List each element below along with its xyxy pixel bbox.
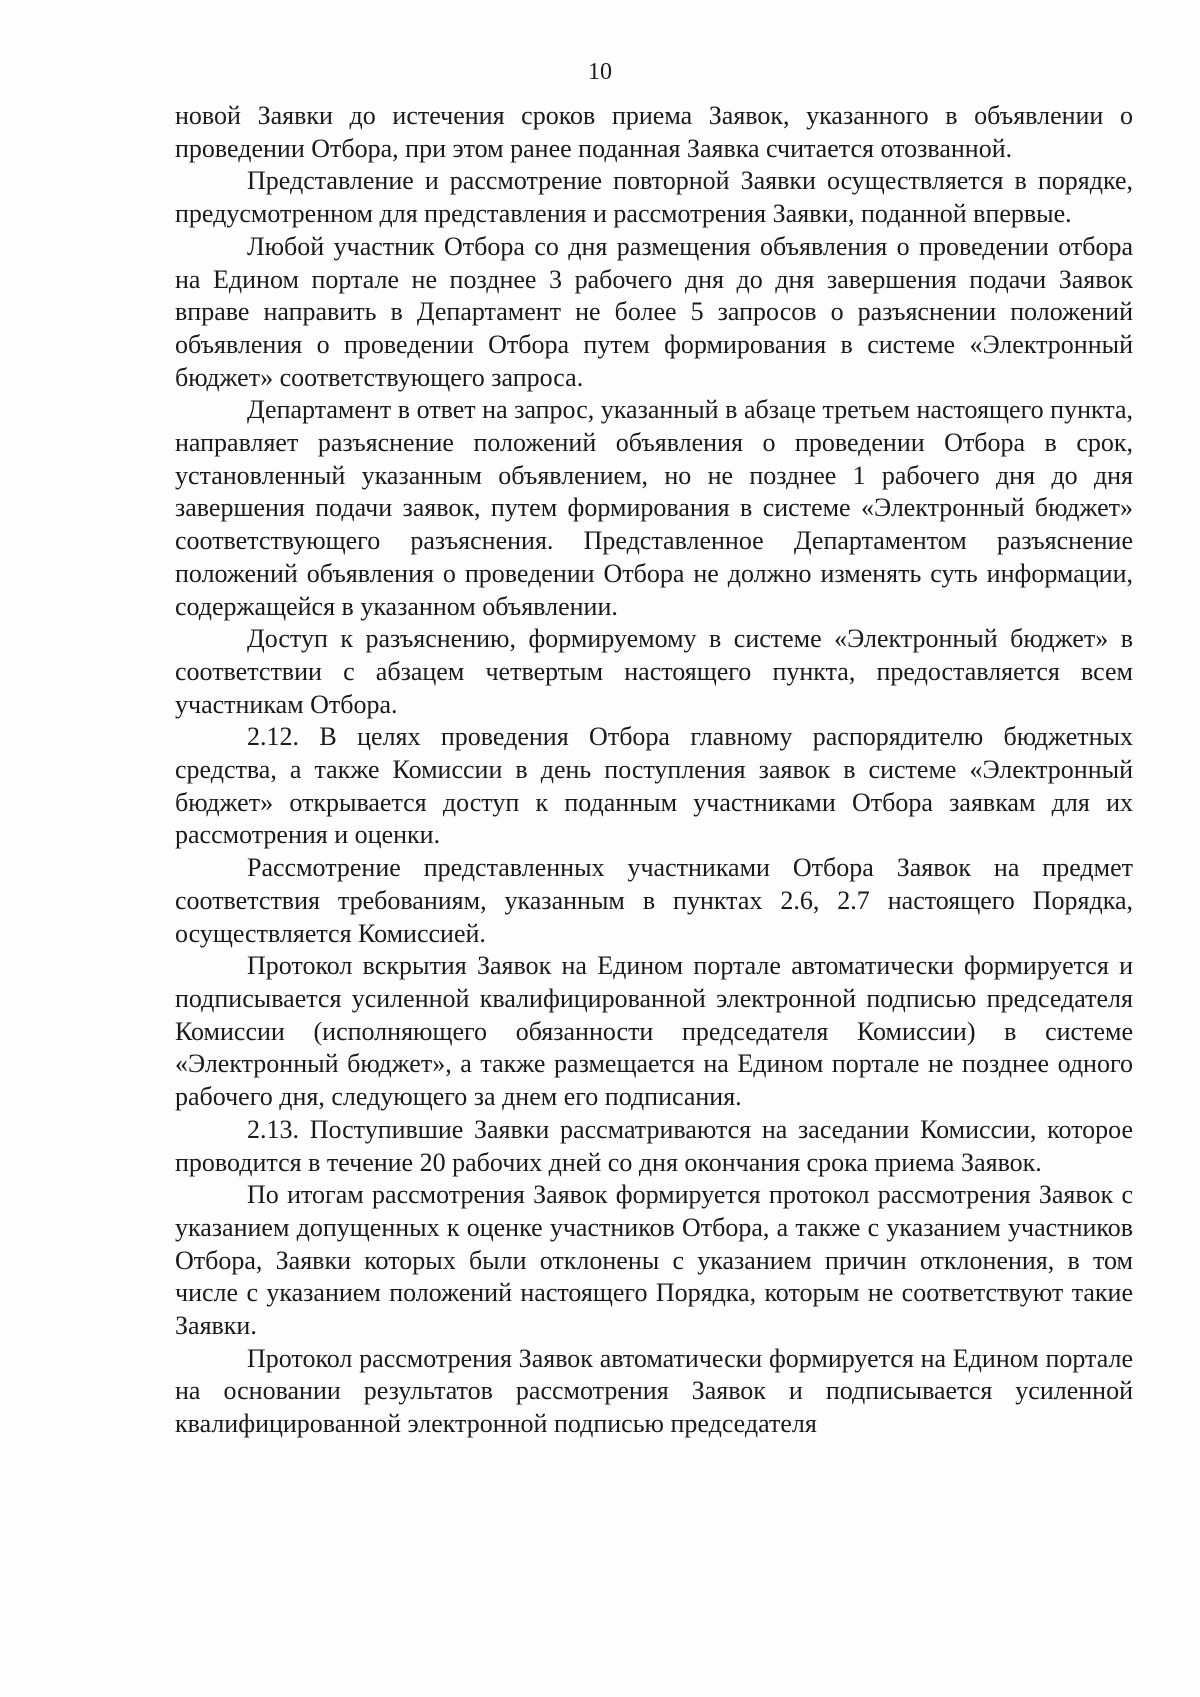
paragraph: По итогам рассмотрения Заявок формируется протокол рассмотрения Заявок с указанием допущенных к оценке участников Отбора, а также с указанием участников Отбора, Заявки которых были отклонены с указанием причин отклонения, в том числе с указанием положений настоящего Порядка, которым не соответствуют такие Заявки. (175, 1180, 1133, 1341)
paragraph: Рассмотрение представленных участниками Отбора Заявок на предмет соответствия требованиям, указанным в пунктах 2.6, 2.7 настоящего Порядка, осуществляется Комиссией. (175, 853, 1133, 948)
paragraph: Любой участник Отбора со дня размещения объявления о проведении отбора на Едином портале не позднее 3 рабочего дня до дня завершения подачи Заявок вправе направить в Департамент не более 5 запросов о разъяснении положений объявления о проведении Отбора путем формирования в системе «Электронный бюджет» соответствующего запроса. (175, 231, 1133, 392)
paragraph: 2.12. В целях проведения Отбора главному распорядителю бюджетных средства, а также Комиссии в день поступления заявок в системе «Электронный бюджет» открывается доступ к поданным участниками Отбора заявкам для их рассмотрения и оценки. (175, 722, 1133, 850)
document-body (175, 100, 1133, 1441)
paragraph: 2.13. Поступившие Заявки рассматриваются на заседании Комиссии, которое проводится в течение 20 рабочих дней со дня окончания срока приема Заявок. (175, 1114, 1133, 1177)
paragraph: Представление и рассмотрение повторной Заявки осуществляется в порядке, предусмотренном для представления и рассмотрения Заявки, поданной впервые. (175, 166, 1133, 229)
paragraph: Департамент в ответ на запрос, указанный в абзаце третьем настоящего пункта, направляет разъяснение положений объявления о проведении Отбора в срок, установленный указанным объявлением, но не позднее 1 рабочего дня до дня завершения подачи заявок, путем формирования в системе «Электронный бюджет» соответствующего разъяснения. Представленное Департаментом разъяснение положений объявления о проведении Отбора не должно изменять суть информации, содержащейся в указанном объявлении. (175, 395, 1133, 621)
page-number: 10 (588, 59, 612, 85)
paragraph: Протокол вскрытия Заявок на Едином портале автоматически формируется и подписывается усиленной квалифицированной электронной подписью председателя Комиссии (исполняющего обязанности председателя Комиссии) в системе «Электронный бюджет», а также размещается на Едином портале не позднее одного рабочего дня, следующего за днем его подписания. (175, 951, 1133, 1112)
paragraph: новой Заявки до истечения сроков приема Заявок, указанного в объявлении о проведении Отбора, при этом ранее поданная Заявка считается отозванной. (175, 101, 1133, 163)
paragraph: Протокол рассмотрения Заявок автоматически формируется на Едином портале на основании результатов рассмотрения Заявок и подписывается усиленной квалифицированной электронной подписью председателя (175, 1343, 1133, 1439)
paragraph: Доступ к разъяснению, формируемому в системе «Электронный бюджет» в соответствии с абзацем четвертым настоящего пункта, предоставляется всем участникам Отбора. (175, 624, 1133, 719)
